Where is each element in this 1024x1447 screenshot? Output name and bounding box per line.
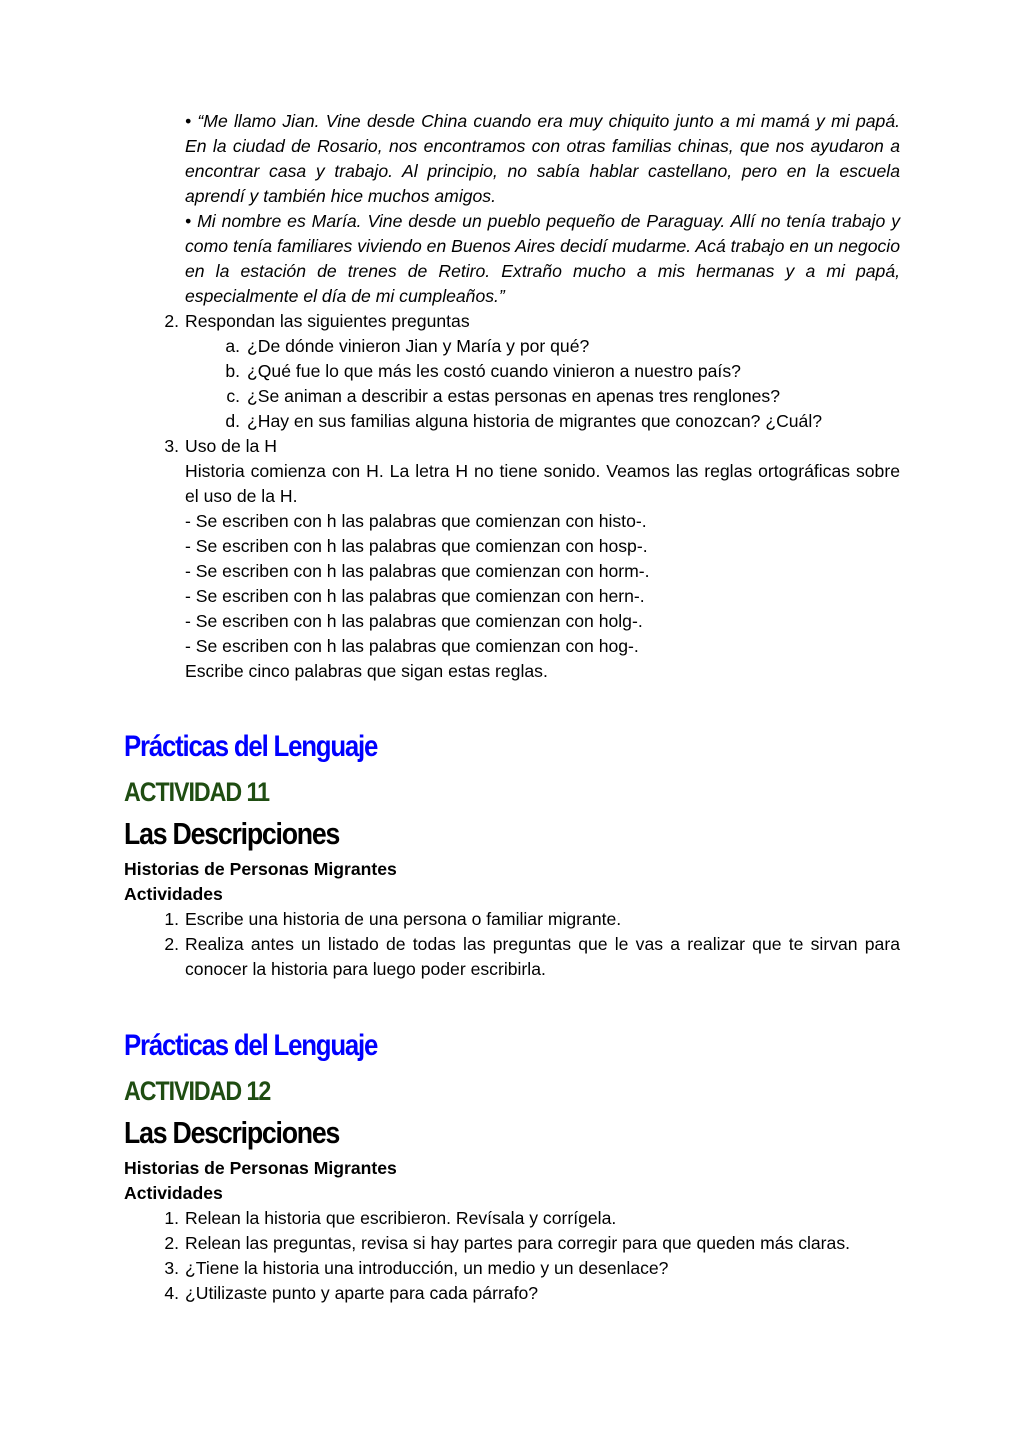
activity-heading: ACTIVIDAD 11 <box>124 777 270 807</box>
list-number: 2. <box>164 311 179 331</box>
question-letter: a. <box>225 336 240 356</box>
section-subtitle: Historias de Personas Migrantes <box>124 859 397 879</box>
subject-heading: Prácticas del Lenguaje <box>124 730 378 763</box>
activities-label: Actividades <box>124 884 223 904</box>
list-item <box>124 1256 900 1281</box>
h-rule: - Se escriben con h las palabras que comienzan con histo-. <box>185 511 647 531</box>
list-number: 2. <box>164 934 179 954</box>
list-text: ¿Tiene la historia una introducción, un medio y un desenlace? <box>185 1258 669 1278</box>
question-letter: c. <box>226 386 240 406</box>
list-item <box>124 907 900 932</box>
question-letter: d. <box>225 411 240 431</box>
numbered-list-top <box>124 309 900 684</box>
list-number: 4. <box>164 1283 179 1303</box>
list-item <box>124 1206 900 1231</box>
list-item <box>124 434 900 459</box>
list-text: Realiza antes un listado de todas las preguntas que le vas a realizar que te sirvan para conocer la historia para luego poder escribirla. <box>185 934 900 979</box>
question-letter: b. <box>225 361 240 381</box>
list-number: 3. <box>164 1258 179 1278</box>
h-rule: - Se escriben con h las palabras que comienzan con hog-. <box>185 636 639 656</box>
question-text: ¿Qué fue lo que más les costó cuando vinieron a nuestro país? <box>247 361 741 381</box>
list-number: 3. <box>164 436 179 456</box>
activity-11-list <box>124 907 900 982</box>
list-number: 1. <box>164 909 179 929</box>
list-item <box>124 1281 900 1306</box>
h-rules-block <box>124 459 900 684</box>
h-rule: - Se escriben con h las palabras que comienzan con hern-. <box>185 586 645 606</box>
list-text: Uso de la H <box>185 436 277 456</box>
activity-12-list <box>124 1206 900 1306</box>
list-text: Escribe una historia de una persona o familiar migrante. <box>185 909 622 929</box>
quote-jian: • “Me llamo Jian. Vine desde China cuando era muy chiquito junto a mi mamá y mi papá. En la ciudad de Rosario, nos encontramos con otras familias chinas, que nos ayudaron a encontrar casa y trabajo. Al principio, no sabía hablar castellano, pero en la escuela aprendí y también hice muchos amigos. <box>185 111 900 206</box>
question-text: ¿De dónde vinieron Jian y María y por qué? <box>247 336 590 356</box>
list-number: 1. <box>164 1208 179 1228</box>
list-text: Relean la historia que escribieron. Revísala y corrígela. <box>185 1208 617 1228</box>
h-task: Escribe cinco palabras que sigan estas reglas. <box>185 661 548 681</box>
question-item <box>124 334 900 359</box>
subject-heading: Prácticas del Lenguaje <box>124 1029 378 1062</box>
topic-heading: Las Descripciones <box>124 816 340 851</box>
quote-maria: • Mi nombre es María. Vine desde un pueblo pequeño de Paraguay. Allí no tenía trabajo y como tenía familiares viviendo en Buenos Aires decidí mudarme. Acá trabajo en un negocio en la estación de trenes de Retiro. Extraño mucho a mis hermanas y a mi papá, especialmente el día de mi cumpleaños.” <box>185 211 900 306</box>
h-intro: Historia comienza con H. La letra H no tiene sonido. Veamos las reglas ortográficas sobre el uso de la H. <box>185 461 900 506</box>
list-text: Relean las preguntas, revisa si hay partes para corregir para que queden más claras. <box>185 1233 851 1253</box>
h-rule: - Se escriben con h las palabras que comienzan con hosp-. <box>185 536 648 556</box>
activities-label: Actividades <box>124 1183 223 1203</box>
list-item <box>124 932 900 982</box>
section-subtitle: Historias de Personas Migrantes <box>124 1158 397 1178</box>
question-item <box>124 384 900 409</box>
activity-heading: ACTIVIDAD 12 <box>124 1076 271 1106</box>
list-text: ¿Utilizaste punto y aparte para cada párrafo? <box>185 1283 539 1303</box>
h-rule: - Se escriben con h las palabras que comienzan con horm-. <box>185 561 650 581</box>
question-text: ¿Se animan a describir a estas personas en apenas tres renglones? <box>247 386 781 406</box>
question-text: ¿Hay en sus familias alguna historia de migrantes que conozcan? ¿Cuál? <box>247 411 823 431</box>
list-item <box>124 1231 900 1256</box>
h-rule: - Se escriben con h las palabras que comienzan con holg-. <box>185 611 643 631</box>
topic-heading: Las Descripciones <box>124 1115 340 1150</box>
list-number: 2. <box>164 1233 179 1253</box>
list-text: Respondan las siguientes preguntas <box>185 311 470 331</box>
question-item <box>124 359 900 384</box>
list-item <box>124 309 900 334</box>
quotes-block <box>185 109 900 309</box>
question-item <box>124 409 900 434</box>
